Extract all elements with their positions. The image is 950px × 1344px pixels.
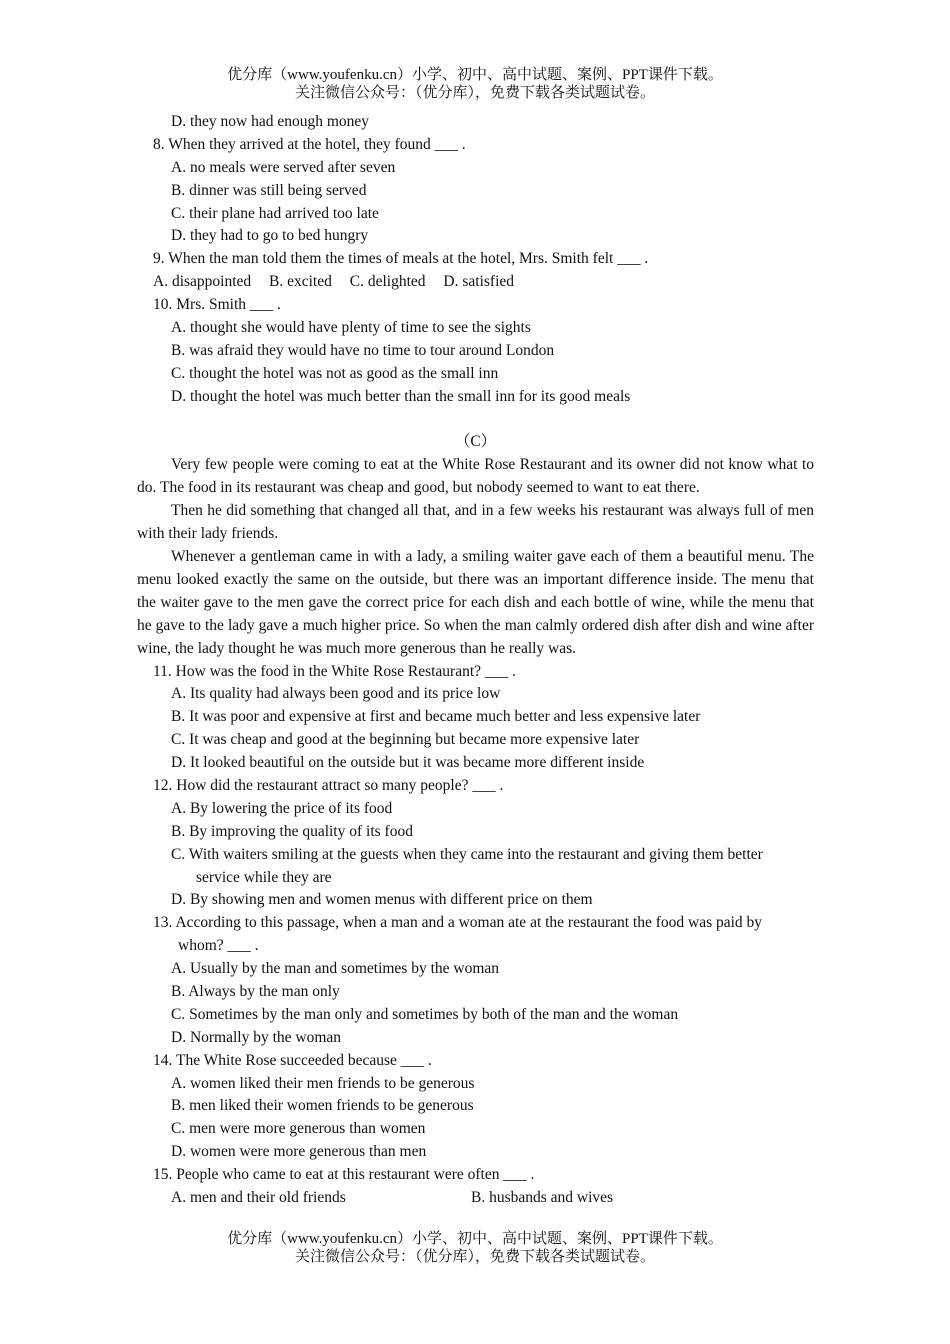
- q9-option-c: C. delighted: [349, 273, 426, 291]
- q15-option-b: B. husbands and wives: [471, 1189, 614, 1206]
- q12-option-a: A. By lowering the price of its food: [171, 799, 393, 817]
- q11-option-c: C. It was cheap and good at the beginning but became more expensive later: [171, 731, 640, 749]
- question-14: 14. The White Rose succeeded because ___ .: [153, 1051, 432, 1069]
- question-10: 10. Mrs. Smith ___ .: [153, 296, 281, 314]
- q12-option-d: D. By showing men and women menus with different price on them: [171, 891, 593, 909]
- q13-option-c: C. Sometimes by the man only and sometimes by both of the man and the woman: [171, 1005, 679, 1023]
- question-13-continued: whom? ___ .: [178, 937, 259, 955]
- q9-options: [137, 271, 814, 294]
- passage-paragraph-1: Very few people were coming to eat at the White Rose Restaurant and its owner did not know what to do. The food in its restaurant was cheap and good, but nobody seemed to want to eat there.: [137, 456, 814, 497]
- header-line-2: 关注微信公众号：（优分库），免费下载各类试题试卷。: [294, 85, 655, 101]
- q8-option-b: B. dinner was still being served: [171, 181, 367, 199]
- q11-option-d: D. It looked beautiful on the outside but it was became more different inside: [171, 754, 645, 772]
- q14-option-d: D. women were more generous than men: [171, 1143, 427, 1161]
- footer-line-2: 关注微信公众号：（优分库），免费下载各类试题试卷。: [294, 1249, 655, 1265]
- q10-option-b: B. was afraid they would have no time to tour around London: [171, 341, 555, 359]
- q14-option-a: A. women liked their men friends to be generous: [171, 1074, 475, 1092]
- q10-option-a: A. thought she would have plenty of time to see the sights: [171, 319, 531, 337]
- q8-option-d: D. they had to go to bed hungry: [171, 227, 369, 245]
- passage-paragraph-2: Then he did something that changed all that, and in a few weeks his restaurant was always full of men with their lady friends.: [137, 502, 814, 543]
- q14-option-c: C. men were more generous than women: [171, 1120, 426, 1138]
- q13-option-d: D. Normally by the woman: [171, 1028, 342, 1046]
- q12-option-c: C. With waiters smiling at the guests when they came into the restaurant and giving them better: [171, 845, 763, 863]
- question-8: 8. When they arrived at the hotel, they found ___ .: [153, 135, 466, 153]
- q7-option-d: D. they now had enough money: [171, 113, 370, 130]
- q10-option-c: C. thought the hotel was not as good as the small inn: [171, 364, 499, 382]
- passage-paragraph-3: Whenever a gentleman came in with a lady, a smiling waiter gave each of them a beautiful menu. The menu looked exactly the same on the outside, but there was an important difference inside. The menu that the waiter gave to the men gave the correct price for each dish and each bottle of wine, while the menu that he gave to the lady gave a much higher price. So when the man calmly ordered dish after dish and wine after wine, the lady thought he was much more generous than he really was.: [137, 547, 814, 657]
- q15-options: [137, 1187, 814, 1210]
- page-content: [137, 111, 814, 1210]
- question-11: 11. How was the food in the White Rose Restaurant? ___ .: [153, 662, 516, 680]
- q10-option-d: D. thought the hotel was much better than the small inn for its good meals: [171, 387, 631, 405]
- q9-option-a: A. disappointed: [153, 273, 252, 291]
- question-15: 15. People who came to eat at this restaurant were often ___ .: [153, 1166, 535, 1184]
- footer-line-1: 优分库（www.youfenku.cn）小学、初中、高中试题、案例、PPT课件下载。: [227, 1231, 723, 1247]
- q12-option-c-continued: service while they are: [196, 868, 332, 886]
- question-12: 12. How did the restaurant attract so many people? ___ .: [153, 776, 504, 794]
- page-header: [0, 66, 950, 102]
- page-footer: [0, 1230, 950, 1266]
- q9-option-d: D. satisfied: [443, 273, 515, 291]
- question-13: 13. According to this passage, when a man and a woman ate at the restaurant the food was paid by: [153, 914, 763, 932]
- question-9: 9. When the man told them the times of meals at the hotel, Mrs. Smith felt ___ .: [153, 250, 649, 268]
- q14-option-b: B. men liked their women friends to be generous: [171, 1097, 474, 1115]
- q8-option-a: A. no meals were served after seven: [171, 158, 396, 176]
- q8-option-c: C. their plane had arrived too late: [171, 204, 379, 222]
- header-line-1: 优分库（www.youfenku.cn）小学、初中、高中试题、案例、PPT课件下载。: [227, 67, 723, 83]
- section-c-title: （C）: [454, 433, 497, 451]
- q12-option-b: B. By improving the quality of its food: [171, 822, 413, 840]
- q9-option-b: B. excited: [269, 273, 332, 291]
- q13-option-b: B. Always by the man only: [171, 982, 340, 1000]
- q11-option-a: A. Its quality had always been good and its price low: [171, 685, 501, 703]
- q15-option-a: A. men and their old friends: [171, 1189, 346, 1206]
- q13-option-a: A. Usually by the man and sometimes by the woman: [171, 960, 500, 978]
- q11-option-b: B. It was poor and expensive at first and became much better and less expensive later: [171, 708, 701, 726]
